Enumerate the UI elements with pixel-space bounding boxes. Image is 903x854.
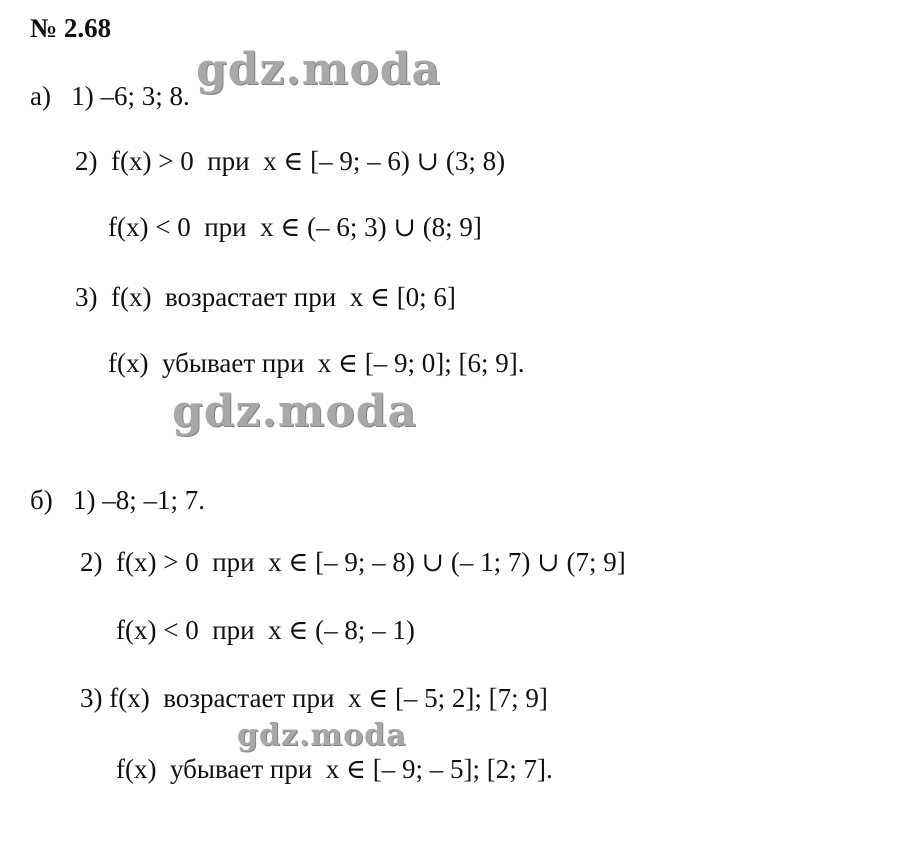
part-b-answer-2-negative: f(x) < 0 при x ∈ (– 8; – 1): [116, 615, 415, 645]
part-a-answer-1: а) 1) –6; 3; 8.: [30, 81, 190, 111]
part-a-answer-3-decreasing: f(x) убывает при x ∈ [– 9; 0]; [6; 9].: [108, 348, 525, 378]
part-a-answer-2-negative: f(x) < 0 при x ∈ (– 6; 3) ∪ (8; 9]: [108, 212, 482, 242]
part-b-answer-1: б) 1) –8; –1; 7.: [30, 485, 205, 515]
watermark-logo: gdz.moda: [172, 386, 418, 437]
watermark-logo: gdz.moda: [196, 44, 442, 95]
part-a-answer-3-increasing: 3) f(x) возрастает при x ∈ [0; 6]: [75, 282, 456, 312]
part-b-answer-3-increasing: 3) f(x) возрастает при x ∈ [– 5; 2]; [7; 9]: [80, 683, 548, 713]
part-b-answer-3-decreasing: f(x) убывает при x ∈ [– 9; – 5]; [2; 7].: [116, 754, 553, 784]
problem-title: № 2.68: [30, 13, 112, 43]
watermark-logo: gdz.moda: [237, 718, 407, 753]
part-a-answer-2-positive: 2) f(x) > 0 при x ∈ [– 9; – 6) ∪ (3; 8): [75, 146, 506, 176]
part-b-answer-2-positive: 2) f(x) > 0 при x ∈ [– 9; – 8) ∪ (– 1; 7) ∪ (7; 9]: [80, 547, 626, 577]
